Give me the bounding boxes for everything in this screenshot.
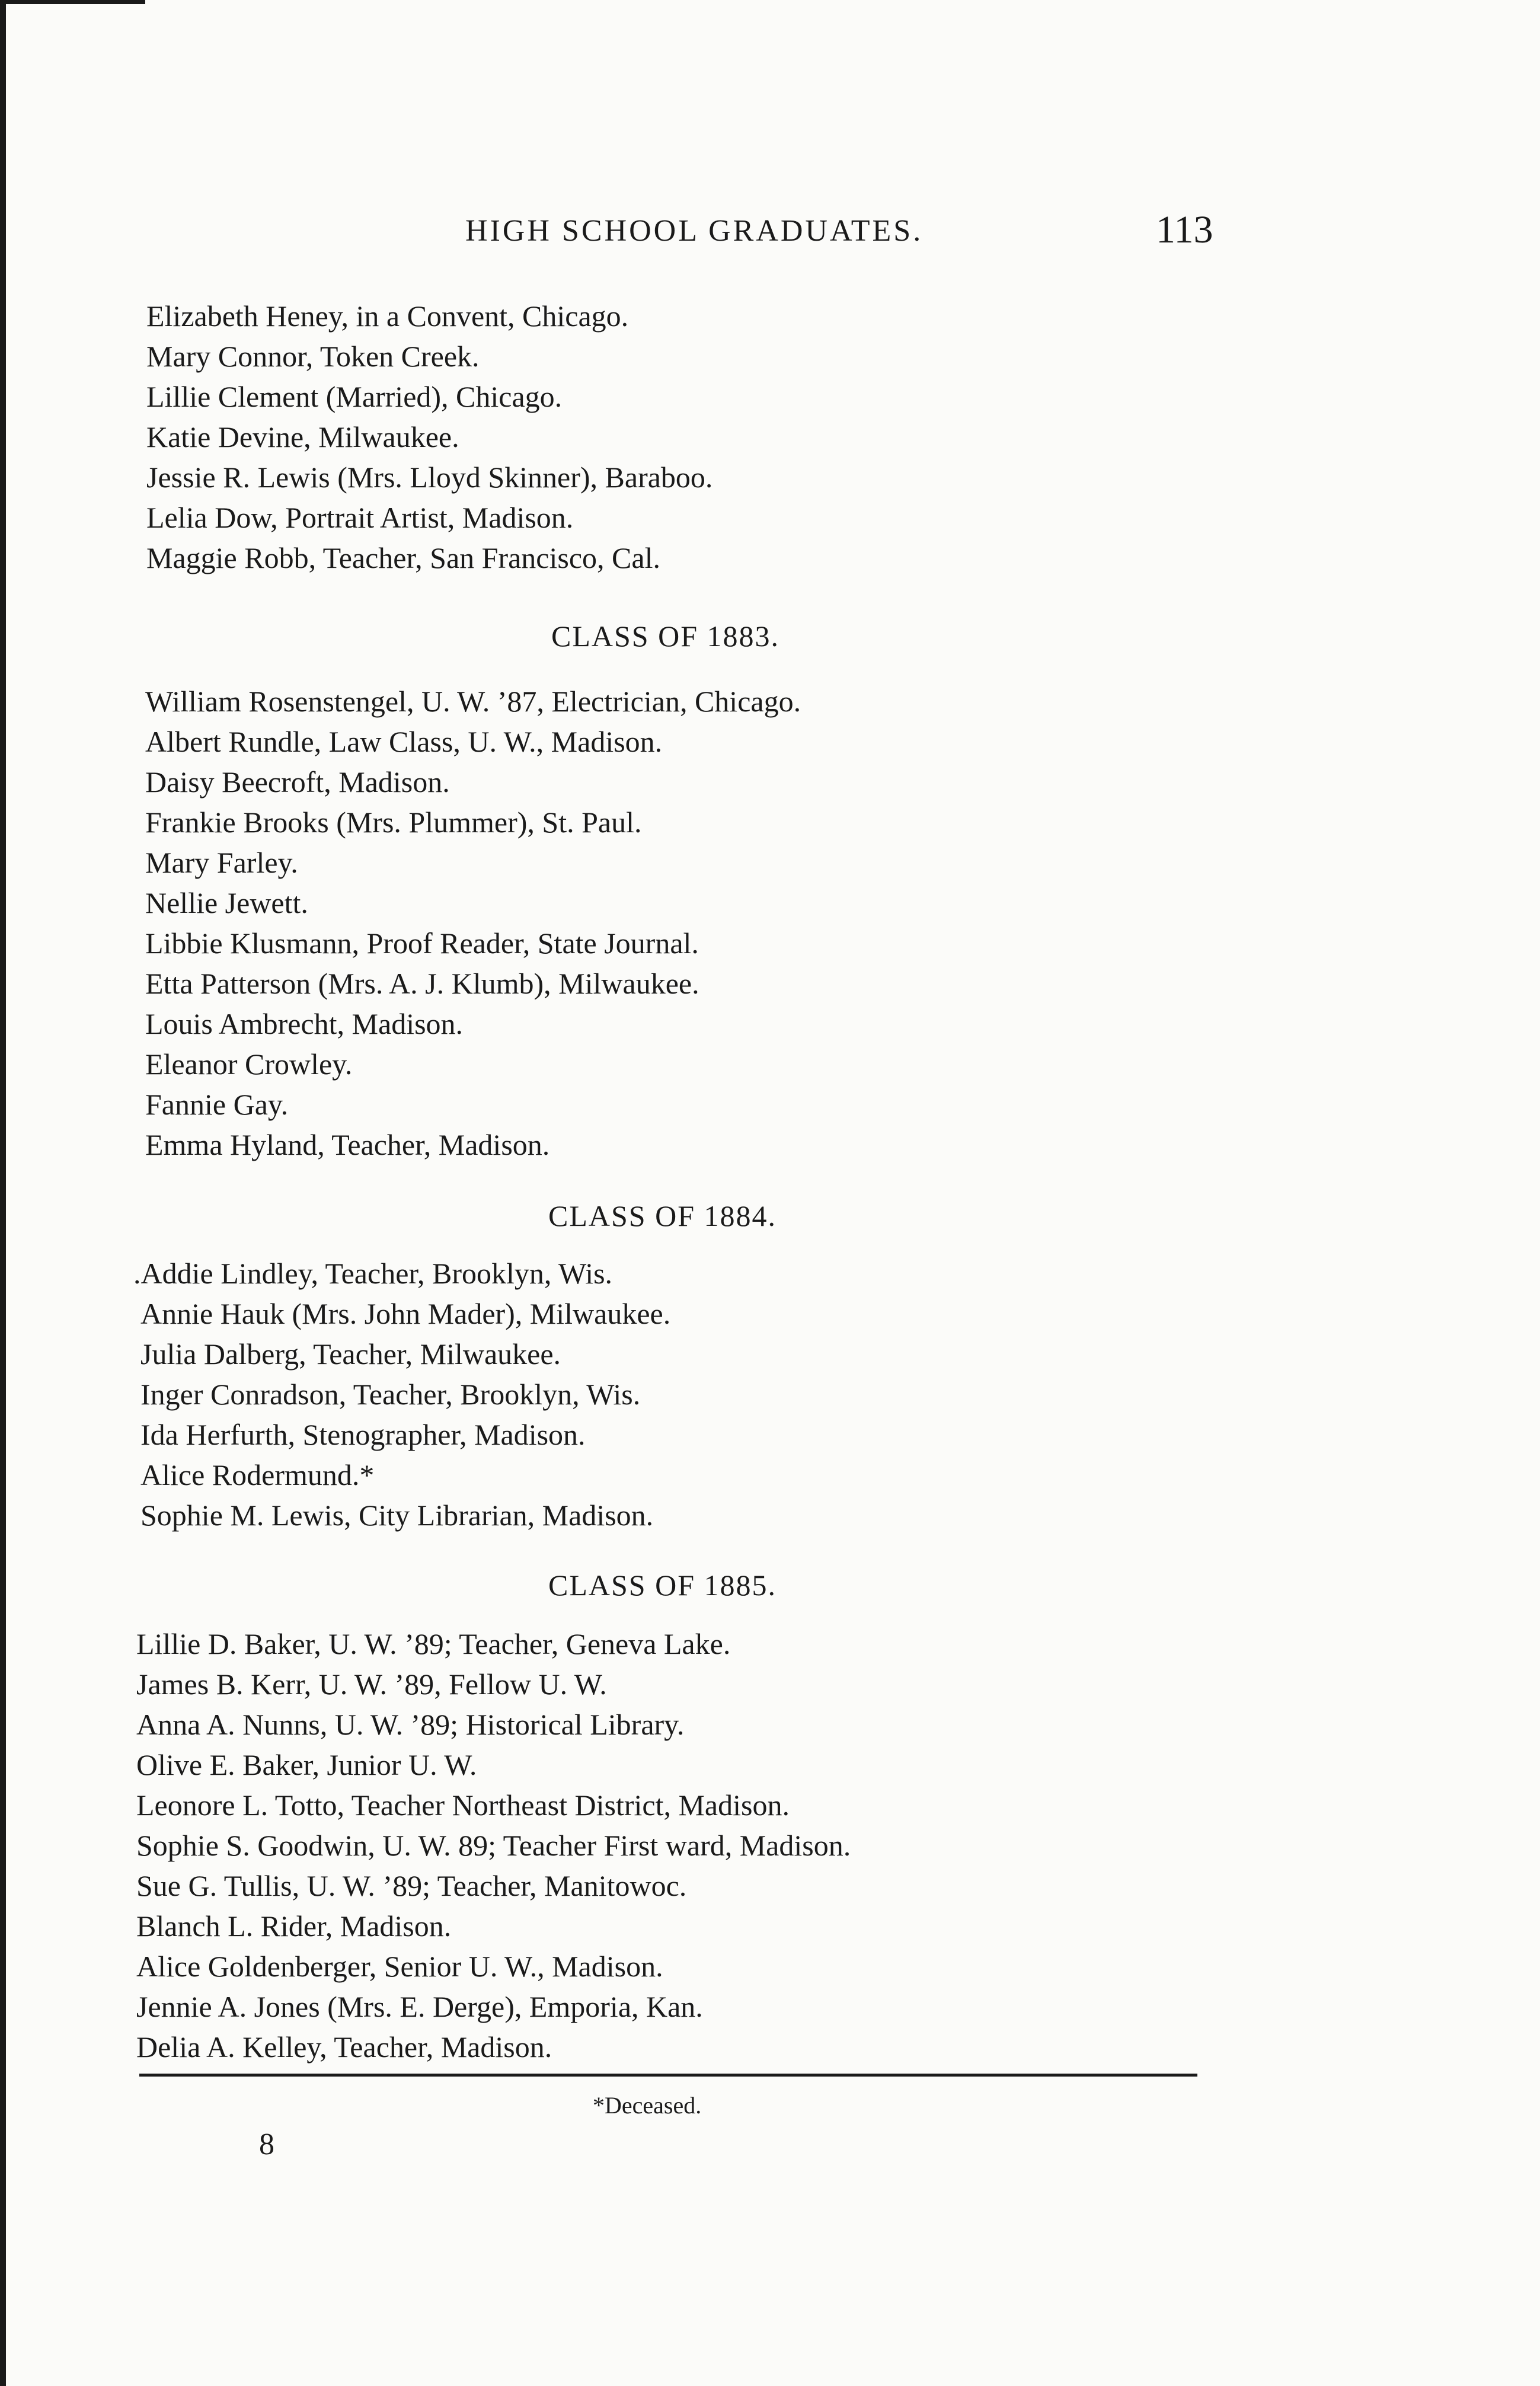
list-item: Fannie Gay. xyxy=(145,1088,289,1121)
list-item: Mary Farley. xyxy=(145,846,298,879)
signature-mark: 8 xyxy=(259,2128,274,2161)
list-item: Elizabeth Heney, in a Convent, Chicago. xyxy=(146,299,629,333)
footnote: *Deceased. xyxy=(593,2092,702,2119)
list-item: Maggie Robb, Teacher, San Francisco, Cal. xyxy=(146,541,660,574)
list-item: Emma Hyland, Teacher, Madison. xyxy=(145,1128,550,1161)
list-item: Blanch L. Rider, Madison. xyxy=(136,1909,452,1943)
list-item: Leonore L. Totto, Teacher Northeast District, Madison. xyxy=(136,1788,790,1822)
list-item: Libbie Klusmann, Proof Reader, State Journal. xyxy=(145,927,699,960)
list-item: Ida Herfurth, Stenographer, Madison. xyxy=(140,1418,586,1451)
list-item: Katie Devine, Milwaukee. xyxy=(146,420,459,453)
list-item: Eleanor Crowley. xyxy=(145,1047,353,1081)
list-item: Mary Connor, Token Creek. xyxy=(146,340,480,373)
list-item: Olive E. Baker, Junior U. W. xyxy=(136,1748,477,1781)
list-item: .Addie Lindley, Teacher, Brooklyn, Wis. xyxy=(133,1257,613,1290)
class-heading: CLASS OF 1885. xyxy=(548,1569,777,1602)
list-item: Lillie Clement (Married), Chicago. xyxy=(146,380,563,413)
list-item: Louis Ambrecht, Madison. xyxy=(145,1007,464,1040)
list-item: Lelia Dow, Portrait Artist, Madison. xyxy=(146,501,574,534)
scan-left-edge xyxy=(0,0,6,2386)
list-item: Frankie Brooks (Mrs. Plummer), St. Paul. xyxy=(145,806,642,839)
list-item: Alice Goldenberger, Senior U. W., Madison. xyxy=(136,1950,663,1983)
list-item: Albert Rundle, Law Class, U. W., Madison. xyxy=(145,725,663,758)
list-item: Anna A. Nunns, U. W. ’89; Historical Library. xyxy=(136,1708,685,1741)
list-item: Delia A. Kelley, Teacher, Madison. xyxy=(136,2030,552,2064)
list-item: Nellie Jewett. xyxy=(145,886,308,919)
list-item: Etta Patterson (Mrs. A. J. Klumb), Milwaukee. xyxy=(145,967,699,1000)
scan-top-edge xyxy=(0,0,145,4)
class-heading: CLASS OF 1884. xyxy=(548,1199,777,1232)
list-item: Jessie R. Lewis (Mrs. Lloyd Skinner), Baraboo. xyxy=(146,461,713,494)
list-item: Julia Dalberg, Teacher, Milwaukee. xyxy=(140,1337,561,1371)
page-number: 113 xyxy=(1156,208,1213,251)
list-item: Jennie A. Jones (Mrs. E. Derge), Emporia, Kan. xyxy=(136,1990,703,2023)
running-head: HIGH SCHOOL GRADUATES. xyxy=(465,214,924,248)
list-item: James B. Kerr, U. W. ’89, Fellow U. W. xyxy=(136,1668,607,1701)
list-item: Sophie M. Lewis, City Librarian, Madison. xyxy=(140,1499,654,1532)
list-item: Sue G. Tullis, U. W. ’89; Teacher, Manitowoc. xyxy=(136,1869,687,1902)
class-heading: CLASS OF 1883. xyxy=(551,619,780,653)
list-item: Annie Hauk (Mrs. John Mader), Milwaukee. xyxy=(140,1297,671,1330)
footnote-rule xyxy=(139,2074,1197,2077)
list-item: Alice Rodermund.* xyxy=(140,1458,375,1491)
list-item: Daisy Beecroft, Madison. xyxy=(145,765,450,798)
list-item: William Rosenstengel, U. W. ’87, Electrician, Chicago. xyxy=(145,685,801,718)
list-item: Lillie D. Baker, U. W. ’89; Teacher, Geneva Lake. xyxy=(136,1627,731,1660)
list-item: Inger Conradson, Teacher, Brooklyn, Wis. xyxy=(140,1378,641,1411)
list-item: Sophie S. Goodwin, U. W. 89; Teacher First ward, Madison. xyxy=(136,1829,851,1862)
